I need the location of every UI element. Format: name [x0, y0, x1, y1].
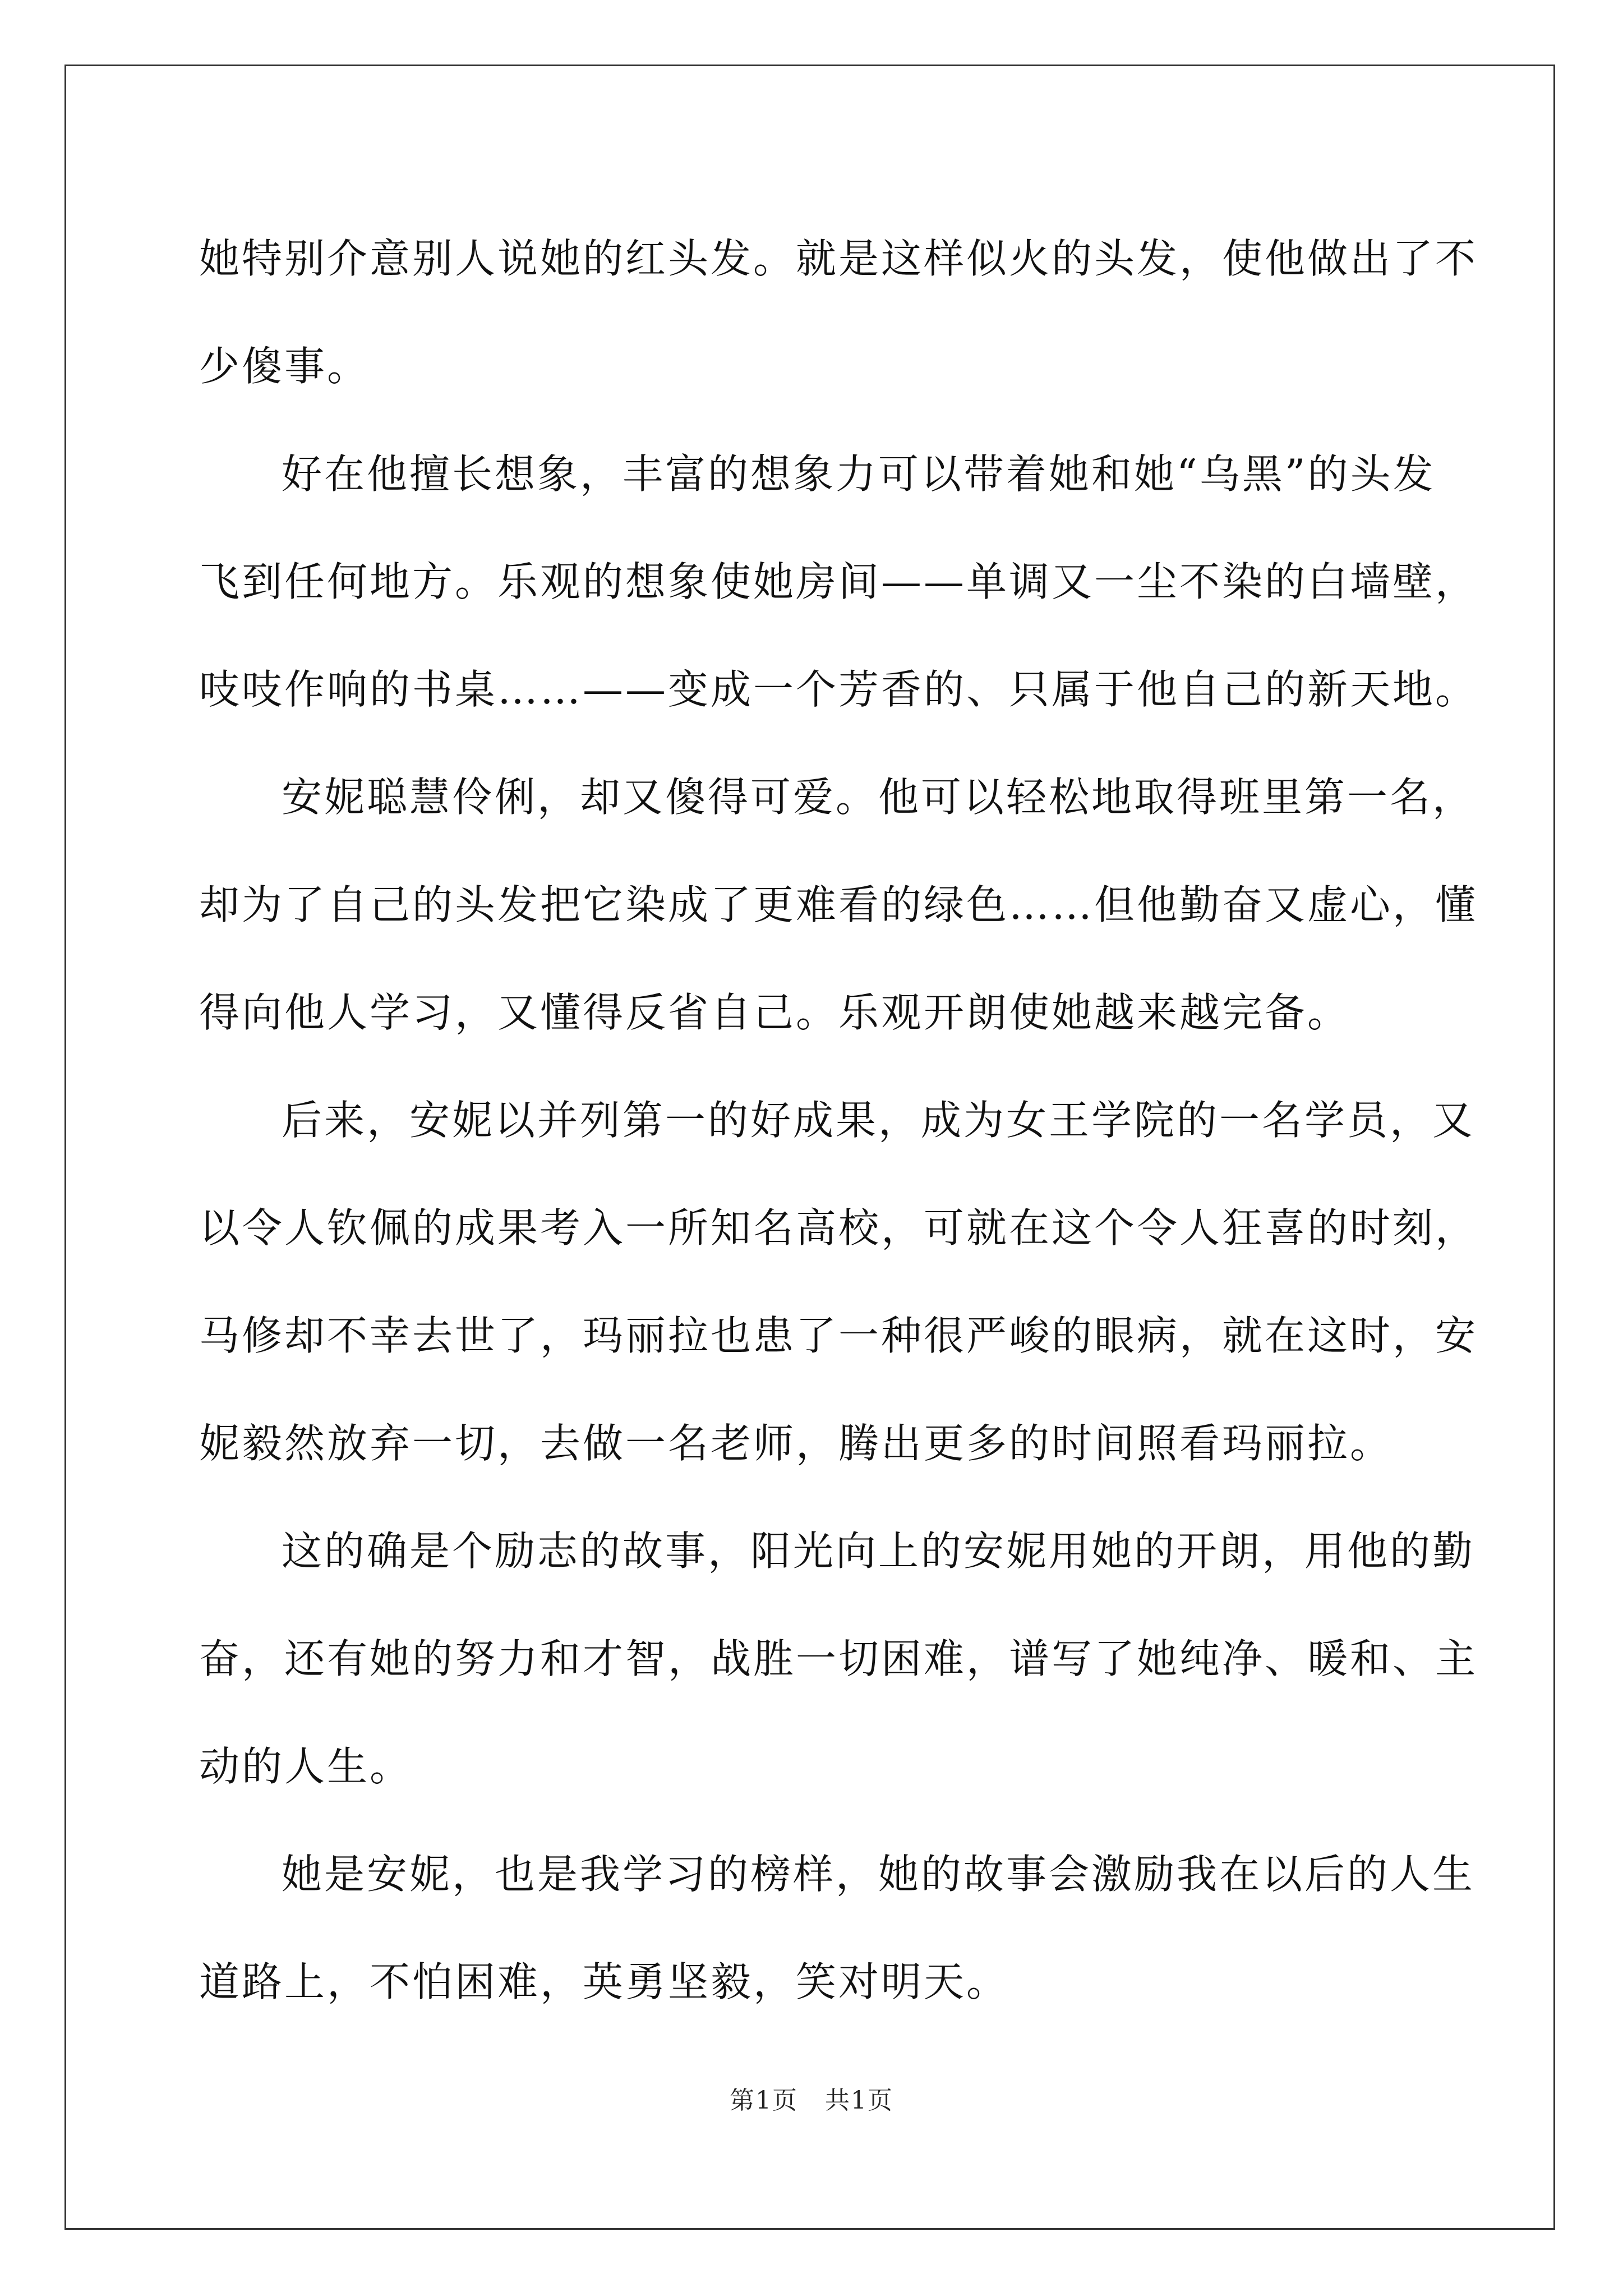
text-line: 安妮聪慧伶俐，却又傻得可爱。他可以轻松地取得班里第一名， — [282, 774, 1476, 821]
text-line: 妮毅然放弃一切，去做一名老师，腾出更多的时间照看玛丽拉。 — [199, 1420, 1393, 1467]
text-line: 这的确是个励志的故事，阳光向上的安妮用她的开朗，用他的勤 — [282, 1527, 1476, 1575]
text-line: 奋，还有她的努力和才智，战胜一切困难，谱写了她纯净、暖和、主 — [199, 1635, 1478, 1682]
text-line: 得向他人学习，又懂得反省自己。乐观开朗使她越来越完备。 — [199, 989, 1350, 1036]
page-total: 共1页 — [824, 2086, 893, 2115]
text-line: 道路上，不怕困难，英勇坚毅，笑对明天。 — [199, 1958, 1009, 2005]
text-line: 却为了自己的头发把它染成了更难看的绿色……但他勤奋又虚心，懂 — [199, 881, 1478, 928]
text-line: 少傻事。 — [199, 343, 370, 390]
text-line: 好在他擅长想象，丰富的想象力可以带着她和她“乌黑”的头发 — [282, 450, 1436, 498]
text-line: 她是安妮，也是我学习的榜样，她的故事会激励我在以后的人生 — [282, 1851, 1476, 1898]
text-line: 以令人钦佩的成果考入一所知名高校，可就在这个令人狂喜的时刻， — [199, 1204, 1478, 1251]
text-line: 动的人生。 — [199, 1743, 413, 1790]
document-body — [199, 205, 1478, 2036]
text-line: 吱吱作响的书桌……——变成一个芳香的、只属于他自己的新天地。 — [199, 666, 1478, 713]
text-line: 马修却不幸去世了，玛丽拉也患了一种很严峻的眼病，就在这时，安 — [199, 1312, 1478, 1359]
page-number: 第1页 — [730, 2086, 799, 2115]
text-line: 后来，安妮以并列第一的好成果，成为女王学院的一名学员，又 — [282, 1097, 1476, 1144]
page-footer — [0, 2084, 1623, 2118]
text-line: 飞到任何地方。乐观的想象使她房间——单调又一尘不染的白墙壁， — [199, 558, 1478, 605]
text-line: 她特别介意别人说她的红头发。就是这样似火的头发，使他做出了不 — [199, 235, 1478, 282]
